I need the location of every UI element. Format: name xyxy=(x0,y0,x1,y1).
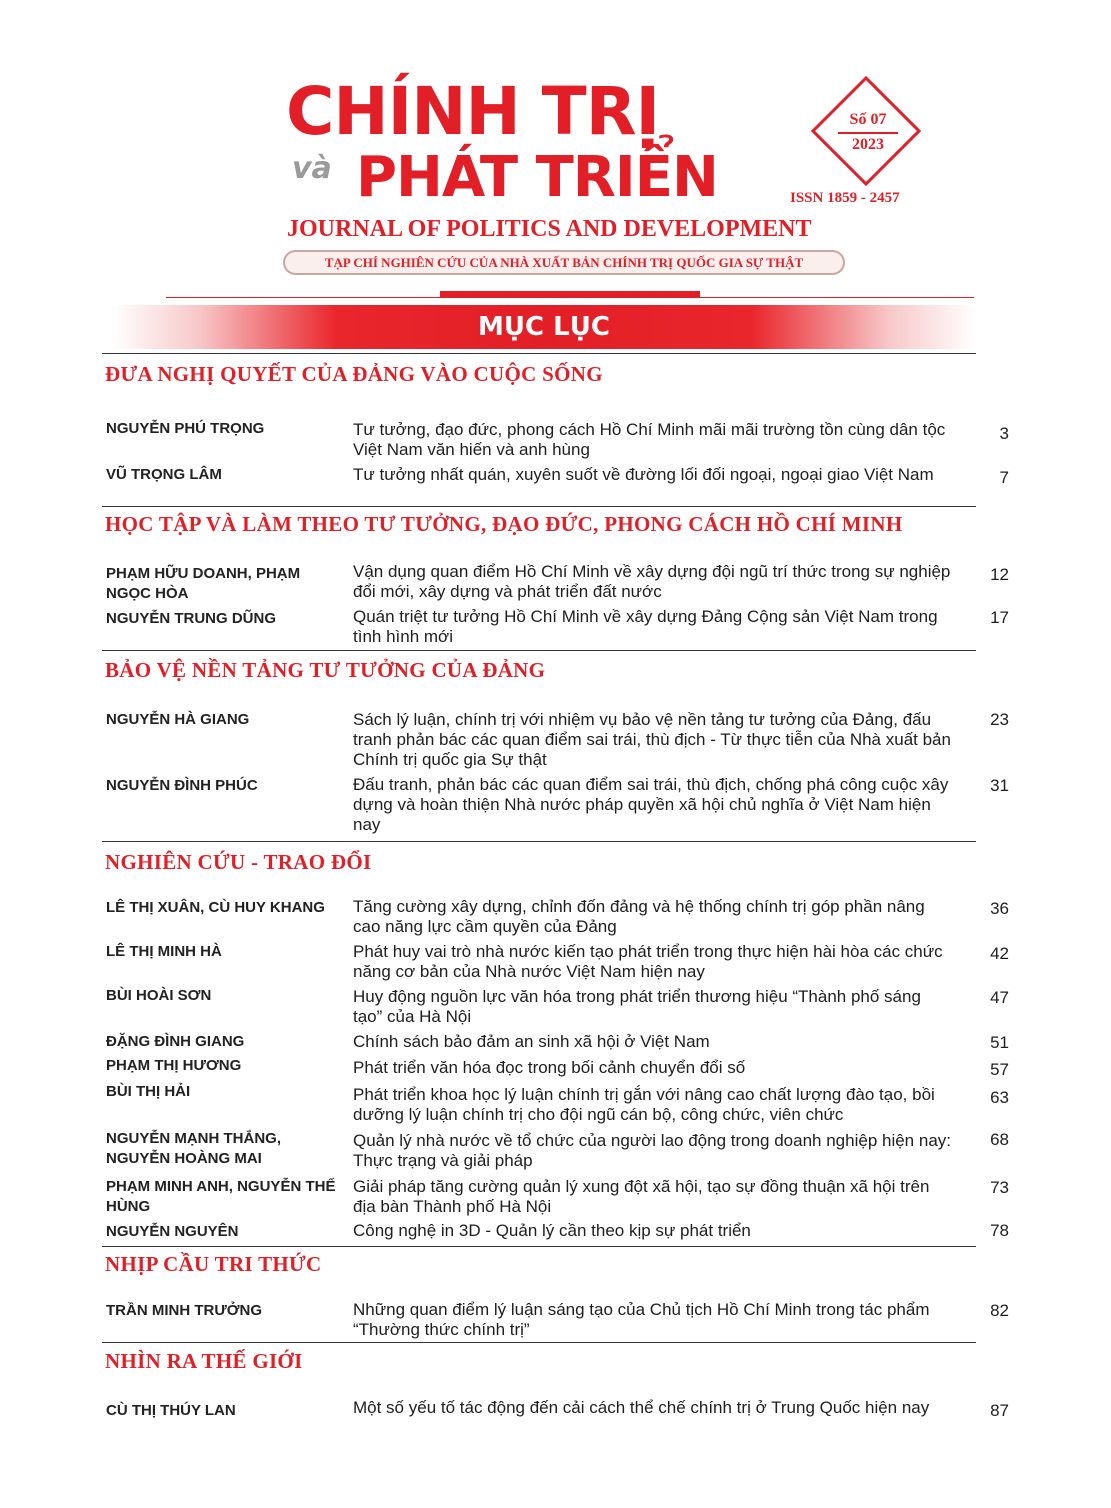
entry-page: 51 xyxy=(990,1033,1009,1052)
entry-author: NGUYỄN TRUNG DŨNG xyxy=(106,610,277,627)
issue-badge xyxy=(826,110,910,156)
entry-page: 57 xyxy=(990,1060,1009,1079)
entry-title[interactable]: Giải pháp tăng cường quản lý xung đột xã hội, tạo sự đồng thuận xã hội trên địa bàn Thành phố Hà Nội xyxy=(353,1177,930,1216)
entry-page: 82 xyxy=(990,1301,1009,1320)
entry-author: PHẠM THỊ HƯƠNG xyxy=(106,1057,242,1074)
section-title: HỌC TẬP VÀ LÀM THEO TƯ TƯỞNG, ĐẠO ĐỨC, PHONG CÁCH HỒ CHÍ MINH xyxy=(105,512,903,536)
journal-title-connector: và xyxy=(292,151,332,186)
entry-page: 63 xyxy=(990,1088,1009,1107)
journal-subtitle-english: JOURNAL OF POLITICS AND DEVELOPMENT xyxy=(287,216,812,242)
entry-author: CÙ THỊ THÚY LAN xyxy=(106,1402,236,1419)
entry-title[interactable]: Tư tưởng nhất quán, xuyên suốt về đường lối đối ngoại, ngoại giao Việt Nam xyxy=(353,465,934,484)
section-divider xyxy=(102,1342,976,1343)
entry-title[interactable]: Những quan điểm lý luận sáng tạo của Chủ tịch Hồ Chí Minh trong tác phẩm “Thường thức chính trị” xyxy=(353,1300,930,1339)
journal-subtitle-vietnamese: TẠP CHÍ NGHIÊN CỨU CỦA NHÀ XUẤT BẢN CHÍNH TRỊ QUỐC GIA SỰ THẬT xyxy=(283,250,845,275)
entry-title[interactable]: Phát triển văn hóa đọc trong bối cảnh chuyển đổi số xyxy=(353,1058,746,1077)
section-divider xyxy=(102,650,976,651)
entry-author: TRẦN MINH TRƯỞNG xyxy=(106,1302,263,1319)
entry-title[interactable]: Công nghệ in 3D - Quản lý cần theo kịp sự phát triển xyxy=(353,1221,751,1240)
entry-author: LÊ THỊ XUÂN, CÙ HUY KHANG xyxy=(106,899,325,916)
entry-page: 17 xyxy=(990,608,1009,627)
entry-page: 47 xyxy=(990,988,1009,1007)
entry-title[interactable]: Sách lý luận, chính trị với nhiệm vụ bảo vệ nền tảng tư tưởng của Đảng, đấu tranh phản bác các quan điểm sai trái, thù địch - Từ thực tiễn của Nhà xuất bản Chính trị quốc gia Sự thật xyxy=(353,710,951,769)
entry-page: 73 xyxy=(990,1178,1009,1197)
entry-title[interactable]: Đấu tranh, phản bác các quan điểm sai trái, thù địch, chống phá công cuộc xây dựng và hoàn thiện Nhà nước pháp quyền xã hội chủ nghĩa ở Việt Nam hiện nay xyxy=(353,775,949,834)
entry-author: VŨ TRỌNG LÂM xyxy=(106,466,222,483)
entry-title[interactable]: Chính sách bảo đảm an sinh xã hội ở Việt Nam xyxy=(353,1032,710,1051)
entry-author: NGUYỄN ĐÌNH PHÚC xyxy=(106,777,258,794)
section-divider xyxy=(102,841,976,842)
issn-label: ISSN 1859 - 2457 xyxy=(790,190,900,206)
issue-year: 2023 xyxy=(852,136,884,153)
section-title: NHÌN RA THẾ GIỚI xyxy=(105,1349,303,1373)
entry-page: 7 xyxy=(999,468,1009,487)
entry-author: NGUYỄN NGUYÊN xyxy=(106,1223,239,1240)
section-title: NHỊP CẦU TRI THỨC xyxy=(105,1252,322,1276)
entry-title[interactable]: Tăng cường xây dựng, chỉnh đốn đảng và hệ thống chính trị góp phần nâng cao năng lực cầm quyền của Đảng xyxy=(353,897,925,936)
entry-title[interactable]: Quản lý nhà nước về tổ chức của người lao động trong doanh nghiệp hiện nay: Thực trạng và giải pháp xyxy=(353,1131,951,1170)
section-divider xyxy=(102,506,976,507)
entry-page: 42 xyxy=(990,944,1009,963)
entry-page: 87 xyxy=(990,1401,1009,1420)
journal-title-line1: CHÍNH TRỊ xyxy=(286,73,660,150)
entry-title[interactable]: Phát triển khoa học lý luận chính trị gắn với nâng cao chất lượng đào tạo, bồi dưỡng lý luận chính trị cho đội ngũ cán bộ, công chức, viên chức xyxy=(353,1085,935,1124)
entry-author: LÊ THỊ MINH HÀ xyxy=(106,943,222,960)
entry-author: NGUYỄN PHÚ TRỌNG xyxy=(106,420,265,437)
entry-author: BÙI HOÀI SƠN xyxy=(106,987,212,1004)
header-divider-thick xyxy=(440,291,700,298)
entry-page: 68 xyxy=(990,1130,1009,1149)
entry-title[interactable]: Phát huy vai trò nhà nước kiến tạo phát triển trong thực hiện hài hòa các chức năng cơ bản của Nhà nước Việt Nam hiện nay xyxy=(353,942,943,981)
entry-author: NGUYỄN HÀ GIANG xyxy=(106,711,250,728)
journal-title-line2: PHÁT TRIỂN xyxy=(356,145,718,210)
section-title: NGHIÊN CỨU - TRAO ĐỔI xyxy=(105,850,372,874)
section-title: ĐƯA NGHỊ QUYẾT CỦA ĐẢNG VÀO CUỘC SỐNG xyxy=(105,362,603,386)
entry-author: NGUYỄN MẠNH THẮNG, NGUYỄN HOÀNG MAI xyxy=(106,1130,281,1167)
section-title: BẢO VỆ NỀN TẢNG TƯ TƯỞNG CỦA ĐẢNG xyxy=(105,658,546,682)
contents-banner-title: MỤC LỤC xyxy=(478,312,610,342)
entry-page: 23 xyxy=(990,710,1009,729)
entry-page: 12 xyxy=(990,565,1009,584)
entry-author: PHẠM MINH ANH, NGUYỄN THẾ HÙNG xyxy=(106,1178,336,1215)
section-divider xyxy=(102,1246,976,1247)
issue-number: Số 07 xyxy=(838,110,898,134)
entry-page: 78 xyxy=(990,1221,1009,1240)
entry-author: BÙI THỊ HẢI xyxy=(106,1083,191,1100)
entry-page: 36 xyxy=(990,899,1009,918)
entry-title[interactable]: Một số yếu tố tác động đến cải cách thể chế chính trị ở Trung Quốc hiện nay xyxy=(353,1398,930,1417)
section-divider xyxy=(102,353,976,354)
entry-page: 31 xyxy=(990,776,1009,795)
entry-author: ĐẶNG ĐÌNH GIANG xyxy=(106,1033,245,1050)
entry-page: 3 xyxy=(999,424,1009,443)
entry-title[interactable]: Quán triệt tư tưởng Hồ Chí Minh về xây dựng Đảng Cộng sản Việt Nam trong tình hình mới xyxy=(353,607,938,646)
entry-title[interactable]: Vận dụng quan điểm Hồ Chí Minh về xây dựng đội ngũ trí thức trong sự nghiệp đổi mới, xây dựng và phát triển đất nước xyxy=(353,562,951,601)
entry-author: PHẠM HỮU DOANH, PHẠM NGỌC HÒA xyxy=(106,565,301,602)
entry-title[interactable]: Tư tưởng, đạo đức, phong cách Hồ Chí Minh mãi mãi trường tồn cùng dân tộc Việt Nam văn hiến và anh hùng xyxy=(353,420,946,459)
entry-title[interactable]: Huy động nguồn lực văn hóa trong phát triển thương hiệu “Thành phố sáng tạo” của Hà Nội xyxy=(353,987,921,1026)
